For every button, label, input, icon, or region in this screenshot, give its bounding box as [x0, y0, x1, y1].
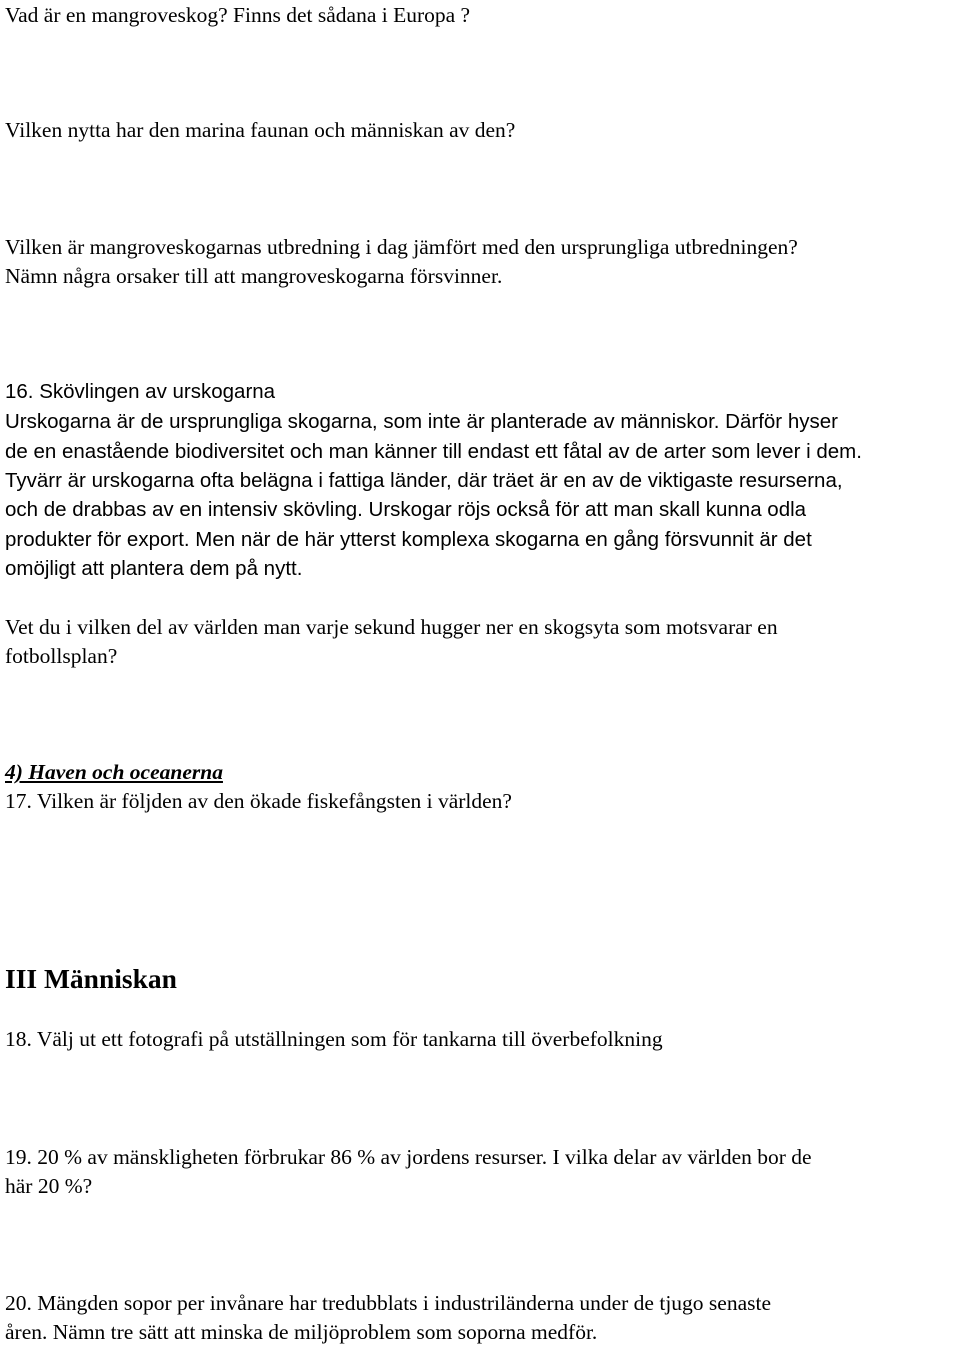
section-16-body-line: de en enastående biodiversitet och man känner till endast ett fåtal av de arter som lever i dem. — [5, 440, 862, 463]
question-20-line: åren. Nämn tre sätt att minska de miljöproblem som soporna medför. — [5, 1320, 598, 1344]
section-16-body-line: Urskogarna är de ursprungliga skogarna, som inte är planterade av människor. Därför hyser — [5, 410, 838, 433]
question-20-line: 20. Mängden sopor per invånare har tredubblats i industriländerna under de tjugo senaste — [5, 1291, 772, 1315]
question-19-line: 19. 20 % av mänskligheten förbrukar 86 % av jordens resurser. I vilka delar av världen bor de — [5, 1145, 812, 1169]
section-16-title: 16. Skövlingen av urskogarna — [5, 380, 276, 403]
question-mangrove-use: Vilken nytta har den marina faunan och människan av den? — [5, 118, 516, 142]
section-16-body-line: omöjligt att plantera dem på nytt. — [5, 557, 303, 580]
section-16-question-line: Vet du i vilken del av världen man varje sekund hugger ner en skogsyta som motsvarar en — [5, 615, 778, 639]
question-19-line: här 20 %? — [5, 1174, 93, 1198]
question-18: 18. Välj ut ett fotografi på utställningen som för tankarna till överbefolkning — [5, 1027, 663, 1051]
question-17: 17. Vilken är följden av den ökade fiskefångsten i världen? — [5, 789, 512, 813]
section-16-question-line: fotbollsplan? — [5, 644, 118, 668]
question-mangrove-what: Vad är en mangroveskog? Finns det sådana i Europa ? — [5, 3, 471, 27]
section-16-body-line: Tyvärr är urskogarna ofta belägna i fattiga länder, där träet är en av de viktigaste resurserna, — [5, 469, 843, 492]
question-mangrove-spread-line-2: Nämn några orsaker till att mangroveskogarna försvinner. — [5, 264, 503, 288]
section-4-heading: 4) Haven och oceanerna — [5, 760, 223, 784]
section-16-body-line: produkter för export. Men när de här ytterst komplexa skogarna en gång försvunnit är det — [5, 528, 812, 551]
question-mangrove-spread-line-1: Vilken är mangroveskogarnas utbredning i dag jämfört med den ursprungliga utbredningen? — [5, 235, 798, 259]
part-3-heading: III Människan — [5, 963, 177, 994]
section-16-body-line: och de drabbas av en intensiv skövling. Urskogar röjs också för att man skall kunna odla — [5, 498, 807, 521]
